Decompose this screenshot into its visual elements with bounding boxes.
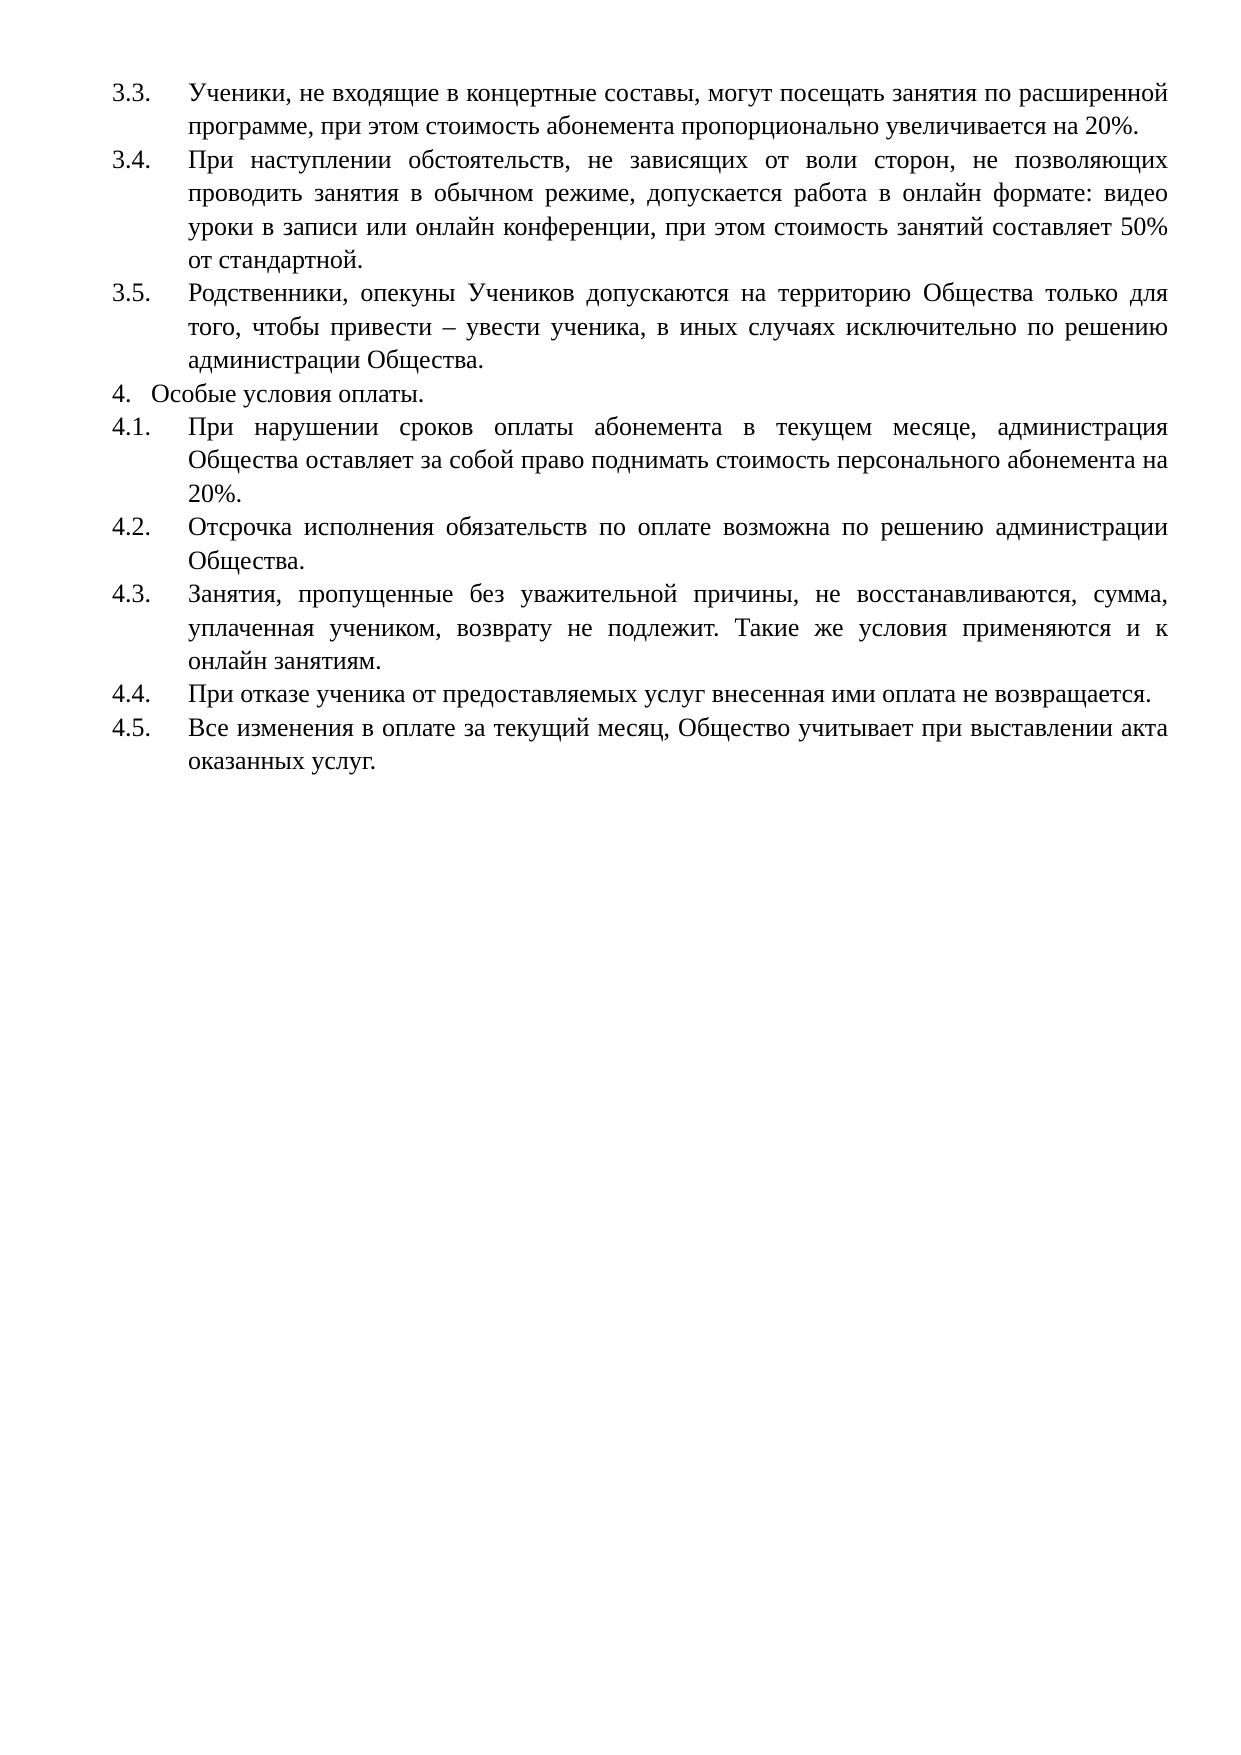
clause-number: 4.2. [112, 512, 151, 542]
section-title: Особые условия оплаты. [151, 378, 425, 408]
clause-text: Отсрочка исполнения обязательств по оплате возможна по решению администрации Общества. [188, 512, 1168, 575]
section-heading-4 [112, 377, 1168, 410]
clause-3-4 [112, 143, 1168, 277]
clause-text: При наступлении обстоятельств, не зависящих от воли сторон, не позволяющих проводить занятия в обычном режиме, допускается работа в онлайн формате: видео уроки в записи или онлайн конференции, при этом стоимость занятий составляет 50% от стандартной. [188, 144, 1168, 275]
clause-3-5 [112, 276, 1168, 376]
clause-4-1 [112, 410, 1168, 510]
clause-text: Ученики, не входящие в концертные составы, могут посещать занятия по расширенной программе, при этом стоимость абонемента пропорционально увеличивается на 20%. [188, 78, 1168, 141]
clause-text: Все изменения в оплате за текущий месяц, Общество учитывает при выставлении акта оказанных услуг. [188, 712, 1168, 776]
clause-number: 3.3. [112, 78, 151, 107]
clause-number: 3.5. [112, 278, 151, 308]
clause-text: При нарушении сроков оплаты абонемента в текущем месяце, администрация Общества оставляет за собой право поднимать стоимость персонального абонемента на 20%. [188, 412, 1168, 508]
clause-text: Занятия, пропущенные без уважительной причины, не восстанавливаются, сумма, уплаченная учеником, возврату не подлежит. Такие же условия применяются и к онлайн занятиям. [188, 579, 1168, 675]
clause-number: 3.4. [112, 144, 151, 174]
document-page [112, 76, 1168, 778]
clause-4-2 [112, 510, 1168, 577]
clause-3-3 [112, 76, 1168, 143]
clause-number: 4.4. [112, 679, 151, 709]
section-number: 4. [112, 378, 132, 408]
clause-4-3 [112, 577, 1168, 677]
clause-number: 4.3. [112, 579, 151, 609]
clause-text: Родственники, опекуны Учеников допускаются на территорию Общества только для того, чтобы привести – увести ученика, в иных случаях исключительно по решению администрации Общества. [188, 278, 1168, 375]
clause-4-4 [112, 677, 1168, 710]
clause-text: При отказе ученика от предоставляемых услуг внесенная ими оплата не возвращается. [188, 679, 1152, 709]
clause-number: 4.1. [112, 412, 151, 442]
clause-number: 4.5. [112, 712, 151, 742]
clause-4-5 [112, 711, 1168, 778]
